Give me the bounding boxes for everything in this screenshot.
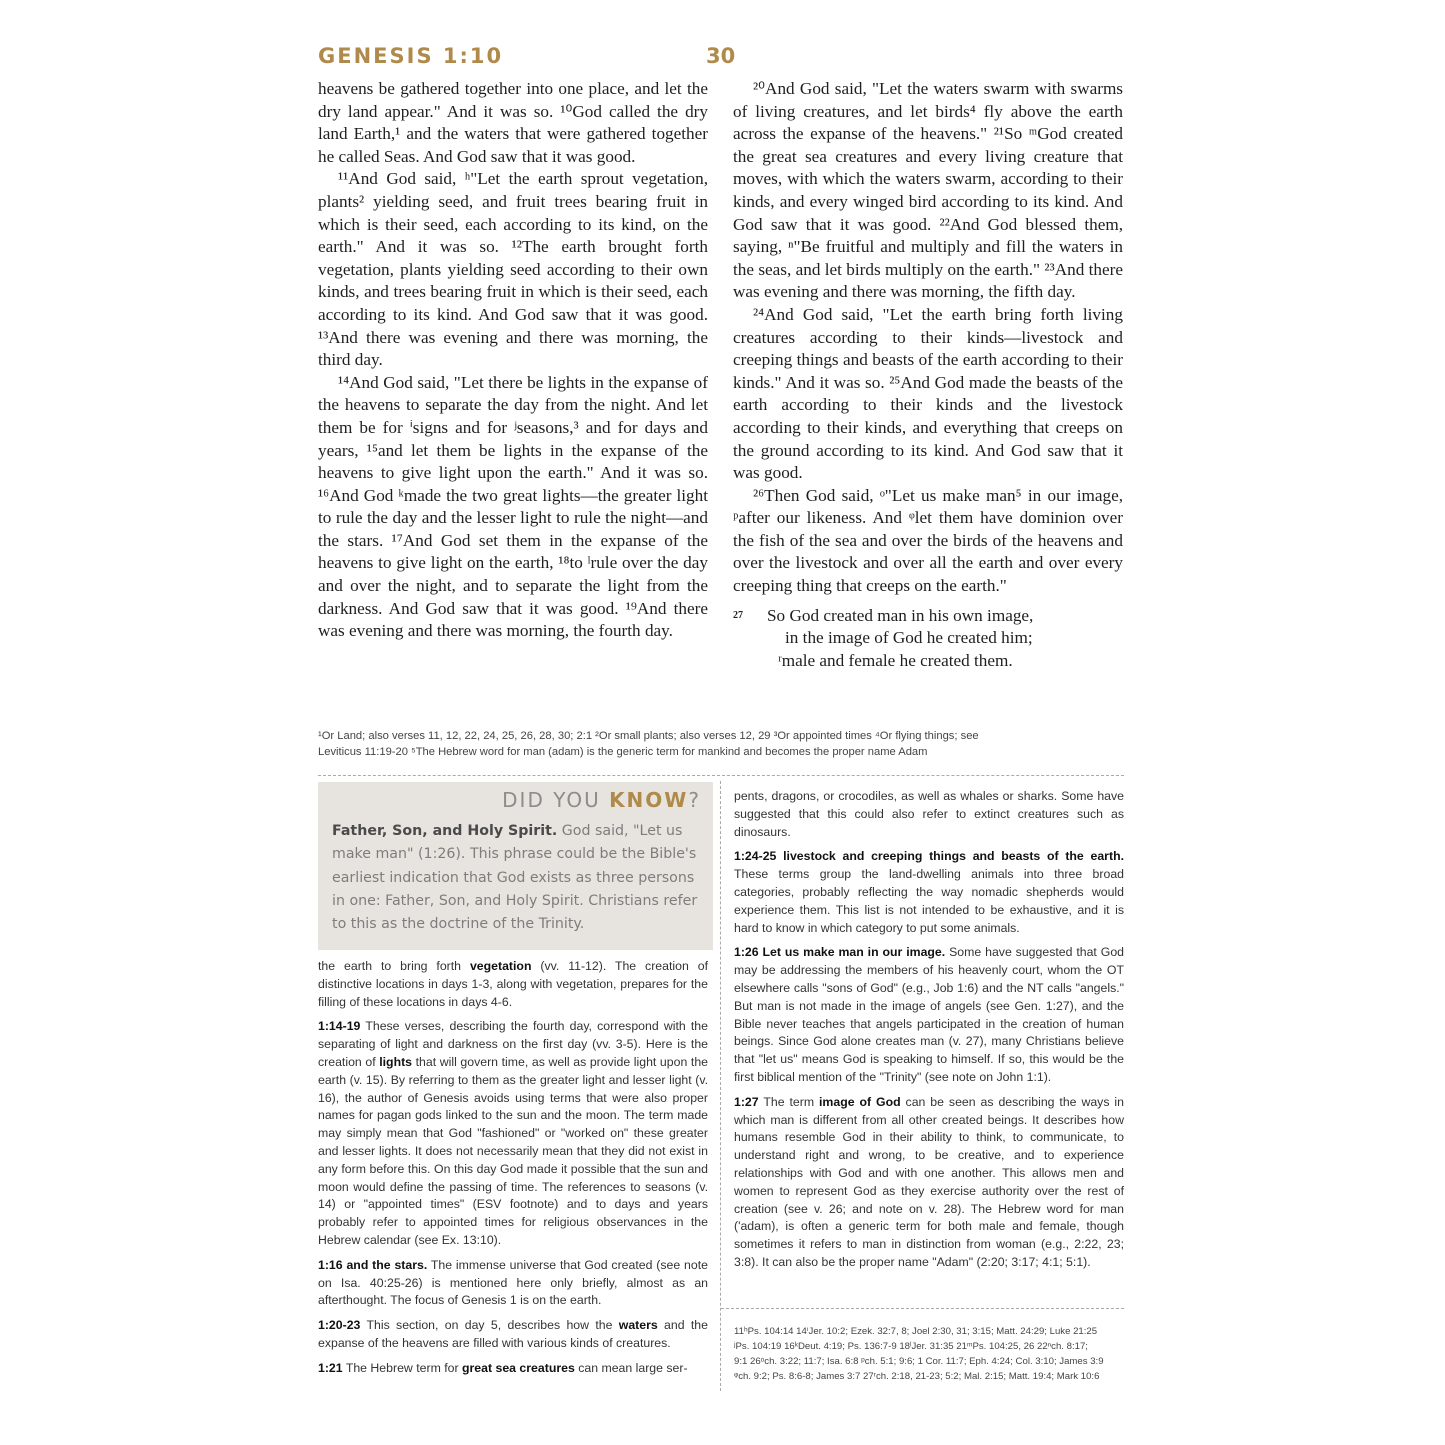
note-reference: 1:16 <box>318 1257 343 1272</box>
translation-footnotes <box>318 728 1124 760</box>
bible-page <box>318 36 1124 1396</box>
study-note: 1:14-19 These verses, describing the fourth day, correspond with the separating of light and darkness on the first day (vv. 3-5). Here is the creation of lights that will govern time, as well as provide light upon the earth (v. 15). By referring to them as the greater light and lesser light (v. 16), the author of Genesis avoids using terms that were also proper names for pagan gods linked to the sun and the moon. The term made may simply mean that God "fashioned" or "worked on" these greater and lesser lights. It does not necessarily mean that they did not exist in any form before this. On this day God made it possible that the sun and moon would define the passing of time. The references to seasons (v. 14) or "appointed times" (ESV footnote) and to days and years probably refer to appointed times for religious observances in the Hebrew calendar (see Ex. 13:10). <box>318 1019 708 1247</box>
cross-reference-divider <box>721 1308 1124 1309</box>
note-reference: 1:27 <box>734 1094 759 1109</box>
study-note: 1:27 The term image of God can be seen as describing the ways in which man is different from all other created beings. It describes how humans resemble God in their ability to think, to communicate, to understand right and wrong, to be creative, and to experience relationships with God and with one another. This allows men and women to represent God as they exercise authority over the rest of creation (see v. 26; and note on v. 28). The Hebrew word for man ('adam), is often a generic term for both male and female, though sometimes it refers to man in distinction from woman (e.g., 2:22, 23; 3:8). It can also be the proper name "Adam" (2:20; 3:17; 4:1; 5:1). <box>734 1094 1124 1269</box>
study-note: 1:16 and the stars. The immense universe that God created (see note on Isa. 40:25-26) is mentioned here only briefly, almost as an afterthought. The focus of Genesis 1 is on the earth. <box>318 1257 708 1308</box>
poetry-verse <box>733 605 1123 673</box>
poetry-verse-number: 27 <box>733 609 743 621</box>
footnote-line: ¹Or Land; also verses 11, 12, 22, 24, 25, 26, 28, 30; 2:1 ²Or small plants; also verses 12, 29 ³Or appointed times ⁴Or flying things; see <box>318 730 979 742</box>
cross-reference-line: ʲPs. 104:19 16ᵏDeut. 4:19; Ps. 136:7-9 18ˡJer. 31:35 21ᵐPs. 104:25, 26 22ⁿch. 8:17; <box>734 1341 1088 1352</box>
scripture-paragraph: heavens be gathered together into one place, and let the dry land appear." And it was so. ¹⁰God called the dry land Earth,¹ and the waters that were gathered together he called Seas. And God saw that it was good. <box>318 79 708 166</box>
column-divider <box>720 781 721 1391</box>
note-reference: 1:24-25 <box>734 849 777 864</box>
scripture-paragraph: ²⁰And God said, "Let the waters swarm with swarms of living creatures, and let birds⁴ fly above the earth across the expanse of the heavens." ²¹So ᵐGod created the great sea creatures and every living creature that moves, with which the waters swarm, according to their kinds, and every winged bird according to its kind. And God saw that it was good. ²²And God blessed them, saying, ⁿ"Be fruitful and multiply and fill the waters in the seas, and let birds multiply on the earth." ²³And there was evening and there was morning, the fifth day. <box>733 79 1123 302</box>
did-you-know-callout <box>318 782 713 950</box>
footnote-line: Leviticus 11:19-20 ⁵The Hebrew word for man (adam) is the generic term for mankind and becomes the proper name Adam <box>318 746 928 758</box>
note-reference: 1:21 <box>318 1360 343 1375</box>
poetry-line: in the image of God he created him; <box>785 628 1033 648</box>
scripture-paragraph: ²⁴And God said, "Let the earth bring forth living creatures according to their kinds—livestock and creeping things and beasts of the earth according to their kinds." And it was so. ²⁵And God made the beasts of the earth according to their kinds and the livestock according to their kinds, and everything that creeps on the ground according to its kind. And God saw that it was good. <box>733 304 1123 483</box>
scripture-paragraph: ¹⁴And God said, "Let there be lights in the expanse of the heavens to separate the day from the night. And let them be for ⁱsigns and for ʲseasons,³ and for days and years, ¹⁵and let them be lights in the expanse of the heavens to give light upon the earth." And it was so. ¹⁶And God ᵏmade the two great lights—the greater light to rule the day and the lesser light to rule the night—and the stars. ¹⁷And God set them in the expanse of the heavens to give light on the earth, ¹⁸to ˡrule over the day and over the night, and to separate the light from the darkness. And God saw that it was good. ¹⁹And there was evening and there was morning, the fourth day. <box>318 372 708 641</box>
did-you-know-body: Father, Son, and Holy Spirit. God said, "Let us make man" (1:26). This phrase could be the Bible's earliest indication that God exists as three persons in one: Father, Son, and Holy Spirit. Christians refer to this as the doctrine of the Trinity. <box>332 823 698 933</box>
scripture-column-right <box>733 78 1123 672</box>
scripture-column-left <box>318 78 708 643</box>
poetry-line: 27 So God created man in his own image, <box>733 605 1123 628</box>
note-reference: 1:26 <box>734 945 759 960</box>
note-reference: 1:20-23 <box>318 1318 361 1333</box>
study-notes-right <box>734 788 1124 1279</box>
study-note: 1:24-25 livestock and creeping things and beasts of the earth. These terms group the land-dwelling animals into three broad categories, probably reflecting the way nomadic shepherds would experience them. This list is not intended to be exhaustive, and it is hard to know in which category to put some animals. <box>734 849 1124 935</box>
scripture-paragraph: ²⁶Then God said, ᵒ"Let us make man⁵ in our image, ᵖafter our likeness. And ᵠlet them have dominion over the fish of the sea and over the birds of the heavens and over the livestock and over all the earth and over every creeping thing that creeps on the earth." <box>733 485 1123 596</box>
book-reference: GENESIS 1:10 <box>318 44 504 68</box>
study-note: 1:26 Let us make man in our image. Some have suggested that God may be addressing the members of his heavenly court, whom the OT elsewhere calls "sons of God" (e.g., Job 1:6) and the NT calls "angels." But man is not made in the image of angels (see Gen. 1:27), and the Bible never teaches that angels participated in the creation of human beings. Since God alone creates man (v. 27), many Christians believe that "let us" means God is speaking to himself. If so, this would be the first biblical mention of the "Trinity" (see note on John 1:1). <box>734 945 1124 1084</box>
cross-references <box>734 1324 1124 1384</box>
running-head <box>318 44 1124 78</box>
study-note: 1:20-23 This section, on day 5, describes how the waters and the expanse of the heavens are filled with various kinds of creatures. <box>318 1318 708 1350</box>
cross-reference-line: 11ʰPs. 104:14 14ⁱJer. 10:2; Ezek. 32:7, 8; Joel 2:30, 31; 3:15; Matt. 24:29; Luke 21:25 <box>734 1326 1098 1337</box>
study-notes-left <box>318 958 708 1385</box>
scripture-paragraph: ¹¹And God said, ʰ"Let the earth sprout vegetation, plants² yielding seed, and fruit trees bearing fruit in which is their seed, each according to its kind, on the earth." And it was so. ¹²The earth brought forth vegetation, plants yielding seed according to their own kinds, and trees bearing fruit in which is their seed, each according to its kind. And God saw that it was good. ¹³And there was evening and there was morning, the third day. <box>318 169 708 370</box>
cross-reference-line: ᵠch. 9:2; Ps. 8:6-8; James 3:7 27ʳch. 2:18, 21-23; 5:2; Mal. 2:15; Matt. 19:4; Mark 10:6 <box>734 1371 1100 1382</box>
study-note: pents, dragons, or crocodiles, as well as whales or sharks. Some have suggested that this could also refer to extinct creatures such as dinosaurs. <box>734 789 1124 839</box>
did-you-know-title: DID YOU KNOW? <box>502 788 701 812</box>
cross-reference-line: 9:1 26ᵒch. 3:22; 11:7; Isa. 6:8 ᵖch. 5:1; 9:6; 1 Cor. 11:7; Eph. 4:24; Col. 3:10; James 3:9 <box>734 1356 1104 1367</box>
did-you-know-heading: Father, Son, and Holy Spirit. <box>332 823 558 839</box>
section-divider <box>318 775 1124 776</box>
study-note: the earth to bring forth vegetation (vv. 11-12). The creation of distinctive locations in days 1-3, along with vegetation, prepares for the filling of these locations in days 4-6. <box>318 959 708 1009</box>
study-note: 1:21 The Hebrew term for great sea creatures can mean large ser- <box>318 1360 688 1375</box>
page-number: 30 <box>706 44 736 68</box>
note-reference: 1:14-19 <box>318 1019 361 1034</box>
poetry-line: ʳmale and female he created them. <box>778 650 1013 670</box>
